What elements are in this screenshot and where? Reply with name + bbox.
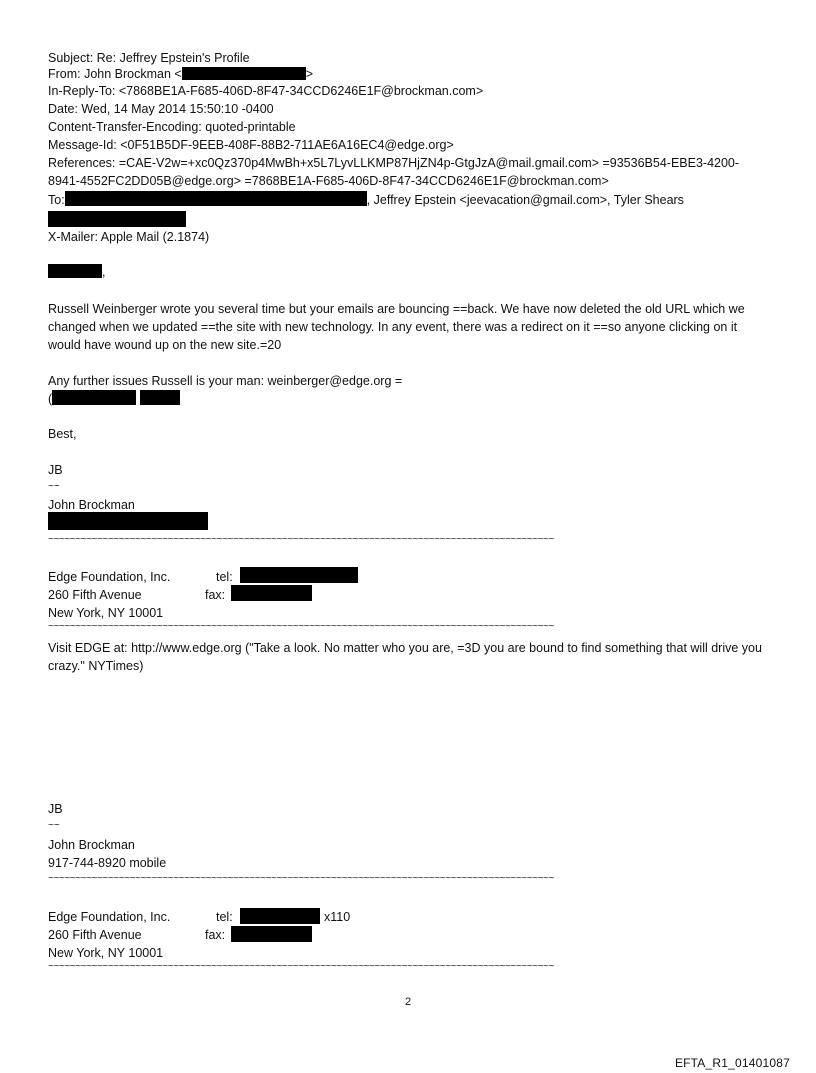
city-address: New York, NY 10001	[48, 946, 164, 960]
page-number: 2	[404, 996, 412, 1008]
tel-label: tel:	[216, 570, 233, 584]
org-name: Edge Foundation, Inc.	[48, 910, 171, 924]
references-line-1: References: =CAE-V2w=+xc0Qz370p4MwBh+x5L7LyvLLKMP87HjZN4p-GtgJzA@mail.gmail.com> =93536B54-EBE3-4200-	[48, 156, 740, 170]
salutation-comma: ,	[102, 265, 106, 279]
references-line-2: 8941-4552FC2DD05B@edge.org> =7868BE1A-F685-406D-8F47-34CCD6246E1F@brockman.com>	[48, 174, 609, 188]
encoding-line: Content-Transfer-Encoding: quoted-printable	[48, 120, 296, 134]
street-address: 260 Fifth Avenue	[48, 588, 142, 602]
closing-line: Best,	[48, 427, 77, 441]
from-close: >	[305, 67, 314, 81]
from-label: From: John Brockman <	[48, 67, 182, 81]
salutation-line	[48, 264, 105, 280]
signature-tilde: ~~	[48, 481, 60, 492]
tel-label: tel:	[216, 910, 233, 924]
x-mailer-line: X-Mailer: Apple Mail (2.1874)	[48, 230, 210, 244]
paren-open: (	[48, 392, 53, 406]
signature-name: John Brockman	[48, 838, 135, 852]
date-line: Date: Wed, 14 May 2014 15:50:10 -0400	[48, 102, 274, 116]
signature-initials: JB	[48, 802, 63, 816]
city-address: New York, NY 10001	[48, 606, 164, 620]
signature-divider: ~~~~~~~~~~~~~~~~~~~~~~~~~~~~~~~~~~~~~~~~~~~~~~~~~~~~~~~~~~~~~~~~~~~~~~~~~~~~~~~~~~~~~~~~~~~~~	[48, 621, 554, 632]
signature-divider: ~~~~~~~~~~~~~~~~~~~~~~~~~~~~~~~~~~~~~~~~~~~~~~~~~~~~~~~~~~~~~~~~~~~~~~~~~~~~~~~~~~~~~~~~~~~~~	[48, 873, 554, 884]
redaction-box	[240, 908, 320, 924]
signature-initials: JB	[48, 463, 63, 477]
redaction-box	[140, 390, 180, 405]
from-line	[48, 66, 313, 82]
phone-line	[48, 390, 180, 407]
in-reply-to-line: In-Reply-To: <7868BE1A-F685-406D-8F47-34CCD6246E1F@brockman.com>	[48, 84, 484, 98]
redaction-box	[240, 567, 358, 583]
signature-name: John Brockman	[48, 498, 135, 512]
redaction-box	[48, 264, 102, 278]
redaction-box	[48, 211, 186, 227]
to-label: To:	[48, 193, 65, 207]
redaction-box	[182, 67, 306, 80]
visit-edge-text: Visit EDGE at: http://www.edge.org ("Take a look. No matter who you are, =3D you are bound to find something that will drive you crazy." NYTimes)	[48, 641, 762, 673]
tel-extension: x110	[324, 910, 351, 924]
bates-number: EFTA_R1_01401087	[674, 1056, 790, 1070]
street-address: 260 Fifth Avenue	[48, 928, 142, 942]
mobile-number: 917-744-8920 mobile	[48, 856, 167, 870]
to-recipients: , Jeffrey Epstein <jeevacation@gmail.com>, Tyler Shears	[366, 193, 684, 207]
signature-divider: ~~~~~~~~~~~~~~~~~~~~~~~~~~~~~~~~~~~~~~~~~~~~~~~~~~~~~~~~~~~~~~~~~~~~~~~~~~~~~~~~~~~~~~~~~~~~~	[48, 534, 554, 545]
signature-tilde: ~~	[48, 820, 60, 831]
redaction-box	[231, 926, 312, 942]
org-name: Edge Foundation, Inc.	[48, 570, 171, 584]
fax-label: fax:	[205, 588, 226, 602]
fax-label: fax:	[205, 928, 226, 942]
redaction-box	[65, 191, 367, 206]
to-line	[48, 191, 684, 208]
message-id-line: Message-Id: <0F51B5DF-9EEB-408F-88B2-711AE6A16EC4@edge.org>	[48, 138, 454, 152]
subject-line: Subject: Re: Jeffrey Epstein's Profile	[48, 51, 250, 65]
redaction-box	[48, 512, 208, 530]
body-paragraph-2: Any further issues Russell is your man: weinberger@edge.org =	[48, 374, 403, 388]
redaction-box	[52, 390, 136, 405]
body-paragraph-1: Russell Weinberger wrote you several time but your emails are bouncing ==back. We have now deleted the old URL which we changed when we updated ==the site with new technology. In any event, there was a redirect on it ==so anyone clicking on it would have wound up on the new site.=20	[48, 302, 745, 352]
redaction-box	[231, 585, 312, 601]
signature-divider: ~~~~~~~~~~~~~~~~~~~~~~~~~~~~~~~~~~~~~~~~~~~~~~~~~~~~~~~~~~~~~~~~~~~~~~~~~~~~~~~~~~~~~~~~~~~~~	[48, 961, 554, 972]
